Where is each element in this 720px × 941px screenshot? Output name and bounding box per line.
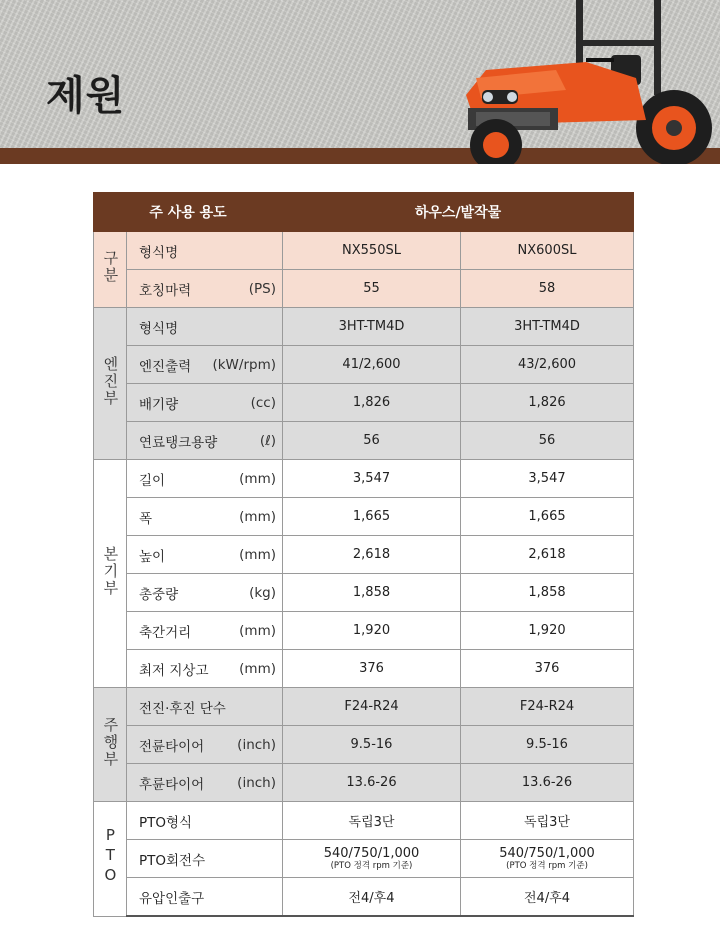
cell-nx550: 1,920	[283, 612, 461, 650]
tractor-image	[436, 0, 720, 164]
table-row: 전륜타이어 (inch) 9.5-16 9.5-16	[94, 726, 634, 764]
row-label: 길이	[139, 472, 166, 489]
cell-nx600: 3HT-TM4D	[461, 308, 634, 346]
row-label: 형식명	[139, 320, 179, 337]
group-drive: 주행부	[94, 688, 127, 802]
cell-nx550: 540/750/1,000 (PTO 정격 rpm 기준)	[283, 840, 461, 878]
cell-nx550: 13.6-26	[283, 764, 461, 802]
table-row: 후륜타이어 (inch) 13.6-26 13.6-26	[94, 764, 634, 802]
cell-nx550: 41/2,600	[283, 346, 461, 384]
cell-nx600: 9.5-16	[461, 726, 634, 764]
cell-nx600: NX600SL	[461, 232, 634, 270]
table-row	[94, 688, 634, 726]
table-row	[94, 878, 634, 917]
table-row: 배기량 (cc) 1,826 1,826	[94, 384, 634, 422]
row-label: 폭	[139, 510, 153, 527]
cell-nx550: 1,826	[283, 384, 461, 422]
cell-nx550: 독립3단	[283, 802, 461, 840]
pto-rpm-note: (PTO 정격 rpm 기준)	[330, 860, 413, 871]
cell-nx550: 전4/후4	[283, 878, 461, 917]
cell-nx550: 1,665	[283, 498, 461, 536]
table-row	[94, 232, 634, 270]
cell-nx600: 58	[461, 270, 634, 308]
table-row: 총중량 (kg) 1,858 1,858	[94, 574, 634, 612]
spec-header-row	[94, 193, 634, 232]
row-label: PTO회전수	[139, 852, 206, 869]
cell-nx550: 56	[283, 422, 461, 460]
row-label: 후륜타이어	[139, 776, 205, 793]
row-label: 유압인출구	[139, 890, 205, 907]
cell-nx550: 2,618	[283, 536, 461, 574]
table-row: 연료탱크용량 (ℓ) 56 56	[94, 422, 634, 460]
cell-nx600: 376	[461, 650, 634, 688]
table-row	[94, 308, 634, 346]
row-label: 배기량	[139, 396, 179, 413]
cell-nx600: 독립3단	[461, 802, 634, 840]
table-row	[94, 802, 634, 840]
row-label: PTO형식	[139, 814, 193, 831]
group-engine: 엔진부	[94, 308, 127, 460]
cell-nx600: 540/750/1,000 (PTO 정격 rpm 기준)	[461, 840, 634, 878]
row-label: 형식명	[139, 244, 179, 261]
table-row: 본기부 길이 (mm) 3,547 3,547	[94, 460, 634, 498]
table-row	[94, 840, 634, 878]
cell-nx600: 3,547	[461, 460, 634, 498]
cell-nx550: 9.5-16	[283, 726, 461, 764]
cell-nx550: 55	[283, 270, 461, 308]
table-row: 엔진출력 (kW/rpm) 41/2,600 43/2,600	[94, 346, 634, 384]
cell-nx550: 1,858	[283, 574, 461, 612]
row-label: 연료탱크용량	[139, 434, 218, 451]
cell-nx550: 3HT-TM4D	[283, 308, 461, 346]
cell-nx600: 1,665	[461, 498, 634, 536]
spec-table	[93, 192, 634, 917]
cell-nx600: 56	[461, 422, 634, 460]
cell-nx550: F24-R24	[283, 688, 461, 726]
cell-nx550: 3,547	[283, 460, 461, 498]
cell-nx600: 2,618	[461, 536, 634, 574]
cell-nx550: NX550SL	[283, 232, 461, 270]
row-label: 최저 지상고	[139, 662, 209, 679]
row-label: 축간거리	[139, 624, 192, 641]
table-row: 축간거리 (mm) 1,920 1,920	[94, 612, 634, 650]
group-gubun: 구분	[94, 232, 127, 308]
cell-nx600: 43/2,600	[461, 346, 634, 384]
header-usage-value: 하우스/밭작물	[283, 193, 634, 232]
table-row: 폭 (mm) 1,665 1,665	[94, 498, 634, 536]
row-label: 전진·후진 단수	[139, 700, 226, 717]
cell-nx600: 1,858	[461, 574, 634, 612]
header-usage-label: 주 사용 용도	[94, 193, 283, 232]
group-body: 본기부	[94, 460, 127, 688]
cell-nx600: 전4/후4	[461, 878, 634, 917]
cell-nx600: 1,826	[461, 384, 634, 422]
group-pto: PTO	[94, 802, 127, 917]
row-label: 호칭마력	[139, 282, 192, 299]
row-label: 전륜타이어	[139, 738, 205, 755]
table-row: 호칭마력 (PS) 55 58	[94, 270, 634, 308]
table-row: 최저 지상고 (mm) 376 376	[94, 650, 634, 688]
row-label: 총중량	[139, 586, 179, 603]
pto-rpm-note: (PTO 정격 rpm 기준)	[506, 860, 588, 871]
cell-nx550: 376	[283, 650, 461, 688]
page-title: 제원	[46, 73, 126, 119]
table-row: 높이 (mm) 2,618 2,618	[94, 536, 634, 574]
cell-nx600: 13.6-26	[461, 764, 634, 802]
row-label: 엔진출력	[139, 358, 192, 375]
cell-nx600: 1,920	[461, 612, 634, 650]
cell-nx600: F24-R24	[461, 688, 634, 726]
row-label: 높이	[139, 548, 166, 565]
